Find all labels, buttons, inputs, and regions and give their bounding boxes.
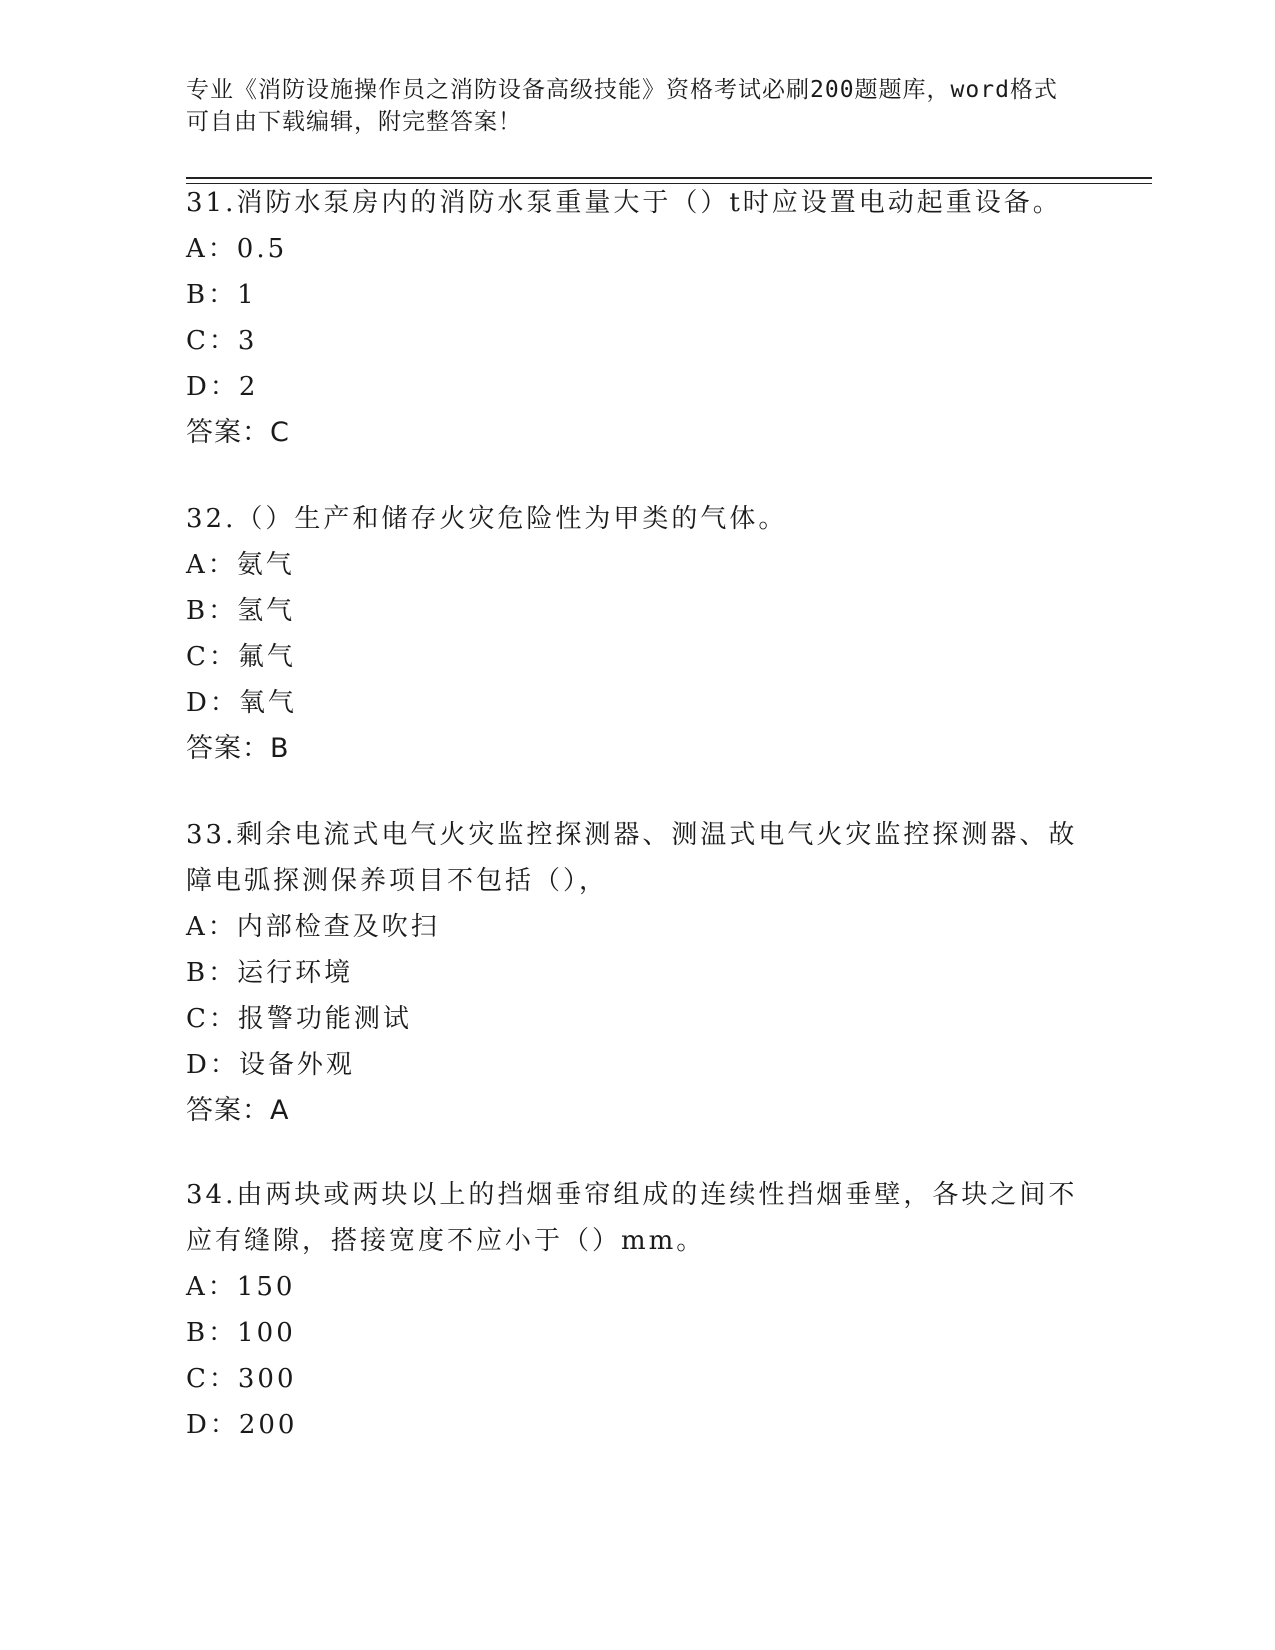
question-31 xyxy=(186,180,1086,456)
option-d: D：设备外观 xyxy=(186,1050,355,1080)
question-34 xyxy=(186,1172,1086,1448)
option-d: D：200 xyxy=(186,1410,298,1440)
option-c: C：氟气 xyxy=(186,642,296,672)
document-header: 专业《消防设施操作员之消防设备高级技能》资格考试必刷200题题库，word格式可自由下载编辑，附完整答案！ xyxy=(186,77,1058,135)
option-c: C：300 xyxy=(186,1364,297,1394)
question-stem: 33.剩余电流式电气火灾监控探测器、测温式电气火灾监控探测器、故障电弧探测保养项目不包括（）， xyxy=(186,820,1078,896)
option-b: B：1 xyxy=(186,280,257,310)
option-a: A：内部检查及吹扫 xyxy=(186,912,440,942)
header-divider-thick xyxy=(186,177,1152,179)
answer-line: 答案：B xyxy=(186,733,290,764)
option-b: B：氢气 xyxy=(186,596,296,626)
question-33 xyxy=(186,812,1086,1134)
option-a: A：0.5 xyxy=(186,234,288,264)
option-d: D：2 xyxy=(186,372,259,402)
option-b: B：100 xyxy=(186,1318,296,1348)
question-stem: 31.消防水泵房内的消防水泵重量大于（）t时应设置电动起重设备。 xyxy=(186,188,1062,218)
answer-line: 答案：C xyxy=(186,417,290,448)
option-a: A：150 xyxy=(186,1272,296,1302)
question-32 xyxy=(186,496,1086,772)
question-stem: 34.由两块或两块以上的挡烟垂帘组成的连续性挡烟垂壁，各块之间不应有缝隙，搭接宽度不应小于（）mm。 xyxy=(186,1180,1078,1256)
question-stem: 32.（）生产和储存火灾危险性为甲类的气体。 xyxy=(186,504,788,534)
option-b: B：运行环境 xyxy=(186,958,354,988)
answer-line: 答案：A xyxy=(186,1095,290,1126)
option-a: A：氨气 xyxy=(186,550,295,580)
option-d: D：氧气 xyxy=(186,688,297,718)
option-c: C：报警功能测试 xyxy=(186,1004,412,1034)
option-c: C：3 xyxy=(186,326,258,356)
